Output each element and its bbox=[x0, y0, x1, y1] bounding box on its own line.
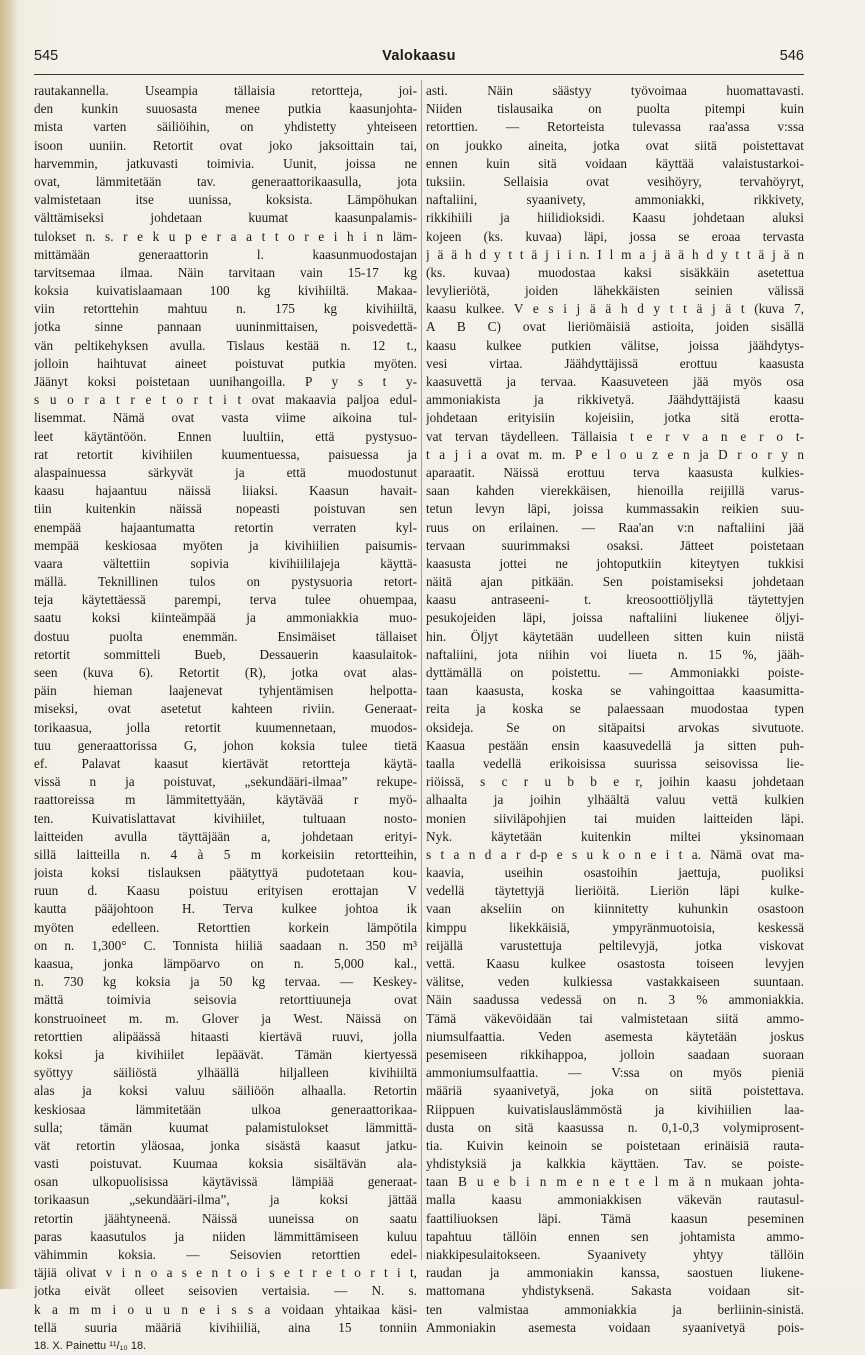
left-text-column bbox=[34, 82, 417, 1355]
text-line: vaara vältettiin sopivia kivihiililajeja käyttä- bbox=[34, 555, 417, 571]
text-line: kaasuvettä ja tervaa. Kaasuveteen jää myös osa bbox=[426, 374, 804, 389]
text-line: dyttämällä on poistettu. — Ammoniakki poiste- bbox=[426, 665, 804, 680]
text-line: naftaliini, syaanivety, ammoniakki, rikkivety, bbox=[426, 192, 804, 208]
text-line: konstruoineet m. m. Glover ja West. Näissä on bbox=[34, 1010, 417, 1026]
text-line: koksia kuivatislaamaan 100 kg kivihiiltä. Makaa- bbox=[34, 283, 417, 299]
text-line: täjiä olivat v i n o a s e n t o i s e t r e t o r t i t, bbox=[34, 1265, 417, 1281]
text-line: n. 730 kg koksia ja 50 kg tervaa. — Keskey- bbox=[34, 974, 417, 990]
text-line: kautta pääjohtoon H. Terva kulkee johtoa ik bbox=[34, 901, 417, 917]
text-line: vähimmin koksia. — Seisovien retorttien edel- bbox=[34, 1247, 417, 1262]
text-line: retorttien. — Retorteista tulevassa raa'assa v:ssa bbox=[426, 119, 804, 135]
text-line: Niiden tislausaika on puolta pitempi kuin bbox=[426, 101, 804, 117]
text-line: kaasu antraseeni- t. kreosoottiöljyllä täytettyjen bbox=[426, 592, 804, 608]
text-line: Näin saadussa vedessä on n. 3 % ammoniakkia. bbox=[426, 992, 804, 1008]
text-line: alas ja koksi valuu säiliöön alhaalla. Retortin bbox=[34, 1083, 417, 1099]
text-line: asti. Näin säästyy työvoimaa huomattavasti. bbox=[426, 83, 804, 98]
text-line: den kunkin suuosasta menee putkia kaasunjohta- bbox=[34, 101, 417, 117]
text-line: ef. Palavat kaasut kiertävät retortteja käytä- bbox=[34, 755, 417, 771]
text-line: myöten edelleen. Retorttien korkein lämpötila bbox=[34, 919, 417, 935]
text-line: pesemiseen rikkihappoa, jolloin saadaan suoraan bbox=[426, 1046, 804, 1062]
text-line: päin hieman laajenevat tyhjentämisen helpotta- bbox=[34, 683, 417, 699]
text-line: s u o r a t r e t o r t i t ovat makaavia paljoa edul- bbox=[34, 392, 417, 408]
text-line: tapahtuu tällöin ennen sen johtamista ammo- bbox=[426, 1228, 804, 1244]
text-line: niumsulfaattia. Veden asemesta käytetään joskus bbox=[426, 1028, 804, 1044]
text-line: isoon uuniin. Retortit ovat joko jaksoittain tai, bbox=[34, 137, 417, 153]
text-line: laitteiden avulla täyttäjään a, johdetaan erityi- bbox=[34, 828, 417, 844]
text-line: sillä laitteilla n. 4 à 5 m korkeisiin retortteihin, bbox=[34, 846, 417, 862]
text-line: tarvitsemaa ilmaa. Näin tarvitaan vain 15-17 kg bbox=[34, 264, 417, 280]
text-line: kaavia, useihin osastoihin jaettuja, puoliksi bbox=[426, 865, 804, 881]
text-line: kaasua, jonka lämpöarvo on n. 5,000 kal., bbox=[34, 956, 417, 971]
text-line: ten. Kuivatislattavat kivihiilet, tultuaan nosto- bbox=[34, 810, 417, 826]
text-line: lisemmat. Nämä ovat vasta viime aikoina tul- bbox=[34, 410, 417, 426]
print-date-footer: 18. X. Painettu ¹¹/₁₀ 18. bbox=[34, 1339, 147, 1352]
text-line: vedellä täytettyjä lieriöitä. Lieriön läpi kulke- bbox=[426, 883, 804, 899]
text-line: monien siiviläpohjien tai muiden laitteiden läpi. bbox=[426, 810, 804, 826]
text-line: torikaasua, jolla retortit kuumennetaan, muodos- bbox=[34, 719, 417, 735]
text-line: rat retortit kivihiilen kuumentuessa, paisuessa ja bbox=[34, 446, 417, 462]
text-line: naftaliini, jota niihin voi liueta n. 15 %, jääh- bbox=[426, 646, 804, 662]
text-line: ruus on erilainen. — Raa'an v:n naftaliini jää bbox=[426, 519, 804, 535]
text-line: t a j i a ovat m. m. P e l o u z e n ja D r o r y n bbox=[426, 446, 804, 462]
text-line: ten valmistaa ammoniakkia ja berliinin-sinistä. bbox=[426, 1301, 804, 1317]
text-line: k a m m i o u u n e i s s a voidaan yhtaikaa käsi- bbox=[34, 1301, 417, 1317]
text-line: raattoreissa m lämmitettyään, käytävää r myö- bbox=[34, 792, 417, 808]
text-line: ammoniumsulfaattia. — V:ssa on myös pieniä bbox=[426, 1065, 804, 1081]
book-spine-shadow bbox=[0, 0, 18, 1289]
text-line: tervaan suurimmaksi osaksi. Jätteet poistetaan bbox=[426, 537, 804, 553]
text-line: kaasu kulkee putkien välitse, joissa jäähdytys- bbox=[426, 337, 804, 353]
text-line: retortit sommitteli Bueb, Dessauerin kaasulaitok- bbox=[34, 646, 417, 662]
text-line: kojeen (ks. kuvaa) läpi, jossa se eroaa tervasta bbox=[426, 228, 804, 244]
page-header bbox=[34, 48, 804, 70]
text-line: Jäänyt koksi poistetaan uunihangoilla. P y s t y- bbox=[34, 374, 417, 389]
text-line: Kaasua pestään ensin kaasuvedellä ja sitten puh- bbox=[426, 737, 804, 753]
text-line: tetun levyn läpi, joissa kummassakin reikien suu- bbox=[426, 501, 804, 517]
text-line: retortin jäähtyneenä. Näissä uuneissa on saatu bbox=[34, 1210, 417, 1226]
text-line: enempää hajaantumatta retortin verraten kyl- bbox=[34, 519, 417, 535]
text-line: Tämä väkevöidään tai valmistetaan siitä ammo- bbox=[426, 1010, 804, 1026]
text-line: kaasu hajaantuu näissä liiaksi. Kaasun havait- bbox=[34, 483, 417, 499]
text-line: vesi virtaa. Jäähdyttäjissä erottuu kaasusta bbox=[426, 355, 804, 371]
text-line: vät retortin yläosaa, jonka sisästä kaasut jatku- bbox=[34, 1137, 417, 1153]
text-line: Riippuen kuivatislauslämmöstä ja kivihiilien laa- bbox=[426, 1101, 804, 1117]
text-line: reita ja koska se palaessaan muodostaa typen bbox=[426, 701, 804, 717]
column-divider bbox=[421, 80, 422, 1260]
text-line: vän peltikehyksen avulla. Tislaus kestää n. 12 t., bbox=[34, 337, 417, 353]
text-line: alhaalta ja joihin ylhäältä valuu vettä kulkien bbox=[426, 792, 804, 808]
text-line: mättä toimivia seisovia retorttiuuneja ovat bbox=[34, 992, 417, 1008]
text-line: valmistetaan itse uunissa, koksista. Lämpöhukan bbox=[34, 192, 417, 208]
text-line: jotka eivät olleet seisovien vertaisia. — N. s. bbox=[34, 1283, 417, 1299]
text-line: kaasusta jottei ne johtoputkiin kiteytyen tukkisi bbox=[426, 555, 804, 571]
text-line: dostuu puolta enemmän. Ensimäiset tällaiset bbox=[34, 628, 417, 644]
text-line: yhdistyksiä ja kalkkia käyttäen. Tav. se poiste- bbox=[426, 1156, 804, 1172]
text-line: tia. Kuivin keinoin se poistetaan erinäisiä rauta- bbox=[426, 1137, 804, 1153]
text-line: s t a n d a r d-p e s u k o n e i t a. Nämä ovat ma- bbox=[426, 846, 804, 862]
text-line: seen (kuva 6). Retortit (R), jotka ovat alas- bbox=[34, 665, 417, 680]
text-line: pesukojeiden läpi, joissa naftaliini liukenee öljyi- bbox=[426, 610, 804, 626]
text-line: reijällä varustettuja peltilevyjä, jotka viskovat bbox=[426, 937, 804, 953]
text-line: raudan ja ammoniakin kanssa, saostuen liukene- bbox=[426, 1265, 804, 1281]
right-text-column bbox=[426, 82, 804, 1337]
text-line: joista koksi tislauksen päätyttyä pudotetaan kou- bbox=[34, 865, 417, 881]
text-line: välttämiseksi johdetaan kuumat kaasunpalamis- bbox=[34, 210, 417, 226]
page-number-right: 546 bbox=[779, 48, 804, 64]
text-line: alaspainuessa särkyvät ja että muodostunut bbox=[34, 464, 417, 480]
text-line: torikaasun „sekundääri-ilma”, ja koksi jättää bbox=[34, 1192, 417, 1208]
text-line: vettä. Kaasu kulkee osastosta toiseen levyjen bbox=[426, 956, 804, 971]
text-line: mista varten säiliöihin, on yhdistetty yhteiseen bbox=[34, 119, 417, 135]
text-line: vissä n ja poistuvat, „sekundääri-ilmaa” rekupe- bbox=[34, 774, 417, 790]
text-line: teja käytettäessä parempi, terva tulee ohuempaa, bbox=[34, 592, 417, 608]
text-line: ammoniakista ja rikkivetyä. Jäähdyttäjistä kaasu bbox=[426, 392, 804, 408]
text-line: jotka sinne pannaan uuninmittaisen, poisvedettä- bbox=[34, 319, 417, 335]
text-line: määriä syaanivetyä, joka on siitä poistettava. bbox=[426, 1083, 804, 1099]
text-line: rautakannella. Useampia tällaisia retortteja, joi- bbox=[34, 83, 417, 98]
text-line: tulokset n. s. r e k u p e r a a t t o r e i h i n läm- bbox=[34, 228, 417, 244]
text-line: vaan akseliin on kiinnitetty kuhunkin osastoon bbox=[426, 901, 804, 917]
text-line: dusta on sitä kaasussa n. 0,1-0,3 volymiprosent- bbox=[426, 1119, 804, 1135]
text-line: malla kaasu ammoniakkisen väkevän rautasul- bbox=[426, 1192, 804, 1208]
text-line: näitä ajan pitkään. Sen poistamiseksi johdetaan bbox=[426, 574, 804, 590]
header-rule bbox=[34, 74, 804, 75]
text-line: osan ulkopuolisissa käytävissä lämpiää generaat- bbox=[34, 1174, 417, 1190]
text-line: välitse, veden kulkiessa vastakkaiseen suuntaan. bbox=[426, 974, 804, 990]
text-line: rikkihiili ja hiilidioksidi. Kaasu johdetaan aluksi bbox=[426, 210, 804, 226]
text-line: retorttien alipäässä hitaasti kiertävä ruuvi, jolla bbox=[34, 1028, 417, 1044]
text-line: ruun d. Kaasu poistuu erityisen erottajan V bbox=[34, 883, 417, 899]
page-title: Valokaasu bbox=[382, 48, 456, 64]
text-line: aparaatit. Näissä erottuu terva kaasusta kulkies- bbox=[426, 464, 804, 480]
text-line: faattiliuoksen läpi. Tämä kaasun peseminen bbox=[426, 1210, 804, 1226]
text-line: riöissä, s c r u b b e r, joihin kaasu johdetaan bbox=[426, 774, 804, 790]
text-line: A B C) ovat lieriömäisiä astioita, joiden sisällä bbox=[426, 319, 804, 335]
text-line: ennen kuin sitä voidaan käyttää valaistustarkoi- bbox=[426, 155, 804, 171]
text-line: tuksiin. Sellaisia ovat vesihöyry, tervahöyryt, bbox=[426, 173, 804, 189]
text-line: johdetaan erityisiin kojeisiin, jotka sitä erotta- bbox=[426, 410, 804, 426]
text-line: saan kahden vierekkäisen, hienoilla reijillä varus- bbox=[426, 483, 804, 499]
text-line: kaasu kulkee. V e s i j ä ä h d y t t ä j ä t (kuva 7, bbox=[426, 301, 804, 317]
text-line: vasti poistuvat. Kuumaa koksia sisältävän ala- bbox=[34, 1156, 417, 1172]
text-line: koksi ja kivihiilet lepäävät. Tämän kiertyessä bbox=[34, 1046, 417, 1062]
text-line: jolloin haihtuvat aineet poistuvat putkia myöten. bbox=[34, 355, 417, 371]
text-line: taan B u e b i n m e n e t e l m ä n mukaan johta- bbox=[426, 1174, 804, 1190]
text-line: j ä ä h d y t t ä j i i n. I l m a j ä ä h d y t t ä j ä n bbox=[426, 246, 804, 262]
text-line: Ammoniakin asemesta voidaan syaanivetyä pois- bbox=[426, 1319, 804, 1335]
text-line: tuu generaattorissa G, johon koksia tulee tietä bbox=[34, 737, 417, 753]
text-line: mittämään generaattorin l. kaasunmuodostajan bbox=[34, 246, 417, 262]
text-line: niakkipesulaitokseen. Syaanivety yhtyy tällöin bbox=[426, 1247, 804, 1262]
text-line: mällä. Teknillinen tulos on pystysuoria retort- bbox=[34, 574, 417, 590]
text-line: taan kaasusta, koska se vahingoittaa kaasumitta- bbox=[426, 683, 804, 699]
text-line: taalla vedellä erikoisissa suurissa seisovissa lie- bbox=[426, 755, 804, 771]
text-line: paras kaasutulos ja niiden lämmittämiseen kuluu bbox=[34, 1228, 417, 1244]
text-line: harvemmin, jatkuvasti toimivia. Uunit, joissa ne bbox=[34, 155, 417, 171]
text-line: sulla; tämän kuumat palamistulokset lämmittä- bbox=[34, 1119, 417, 1135]
text-line: hin. Öljyt käytetään uudelleen sitten kuin niistä bbox=[426, 628, 804, 644]
text-line: leet käytäntöön. Ennen luultiin, että pystysuo- bbox=[34, 428, 417, 444]
text-line: levylieriötä, joiden lähekkäisten seinien välissä bbox=[426, 283, 804, 299]
text-line: Nyk. käytetään kuitenkin miltei yksinomaan bbox=[426, 828, 804, 844]
text-line: miseksi, ovat asetetut kahteen riviin. Generaat- bbox=[34, 701, 417, 717]
page-number-left: 545 bbox=[34, 48, 59, 64]
text-line: tiin kuitenkin näissä nopeasti poistuvan sen bbox=[34, 501, 417, 517]
text-line: mattomana yhdistyksenä. Sakasta voidaan sit- bbox=[426, 1283, 804, 1299]
text-line: ovat, lämmitetään tav. generaattorikaasulla, jota bbox=[34, 173, 417, 189]
text-line: oksideja. Se on sitäpaitsi arvokas sivutuote. bbox=[426, 719, 804, 735]
text-line: mempää keskiosaa myöten ja kivihiilien paisumis- bbox=[34, 537, 417, 553]
text-line: kimppu likekkäisiä, ympyränmuotoisia, keskessä bbox=[426, 919, 804, 935]
text-line: keskiosaa lämmitetään ulkoa generaattorikaa- bbox=[34, 1101, 417, 1117]
text-line: tellä suuria määriä kivihiiliä, aina 15 tonniin bbox=[34, 1319, 417, 1335]
text-line: saatu koksi kiinteämpää ja ammoniakkia muo- bbox=[34, 610, 417, 626]
text-line: on n. 1,300° C. Tonnista hiiliä saadaan n. 350 m³ bbox=[34, 937, 417, 953]
text-line: on joukko aineita, jotka ovat siitä poistettavat bbox=[426, 137, 804, 153]
text-line: syöttyy säiliöstä ylhäällä hiljalleen kivihiiltä bbox=[34, 1065, 417, 1081]
text-line: viin retorttehin mahtuu n. 175 kg kivihiiltä, bbox=[34, 301, 417, 317]
text-line: vat tervan täydelleen. Tällaisia t e r v a n e r o t- bbox=[426, 428, 804, 444]
text-line: (ks. kuvaa) muodostaa kaksi sisäkkäin asetettua bbox=[426, 264, 804, 280]
